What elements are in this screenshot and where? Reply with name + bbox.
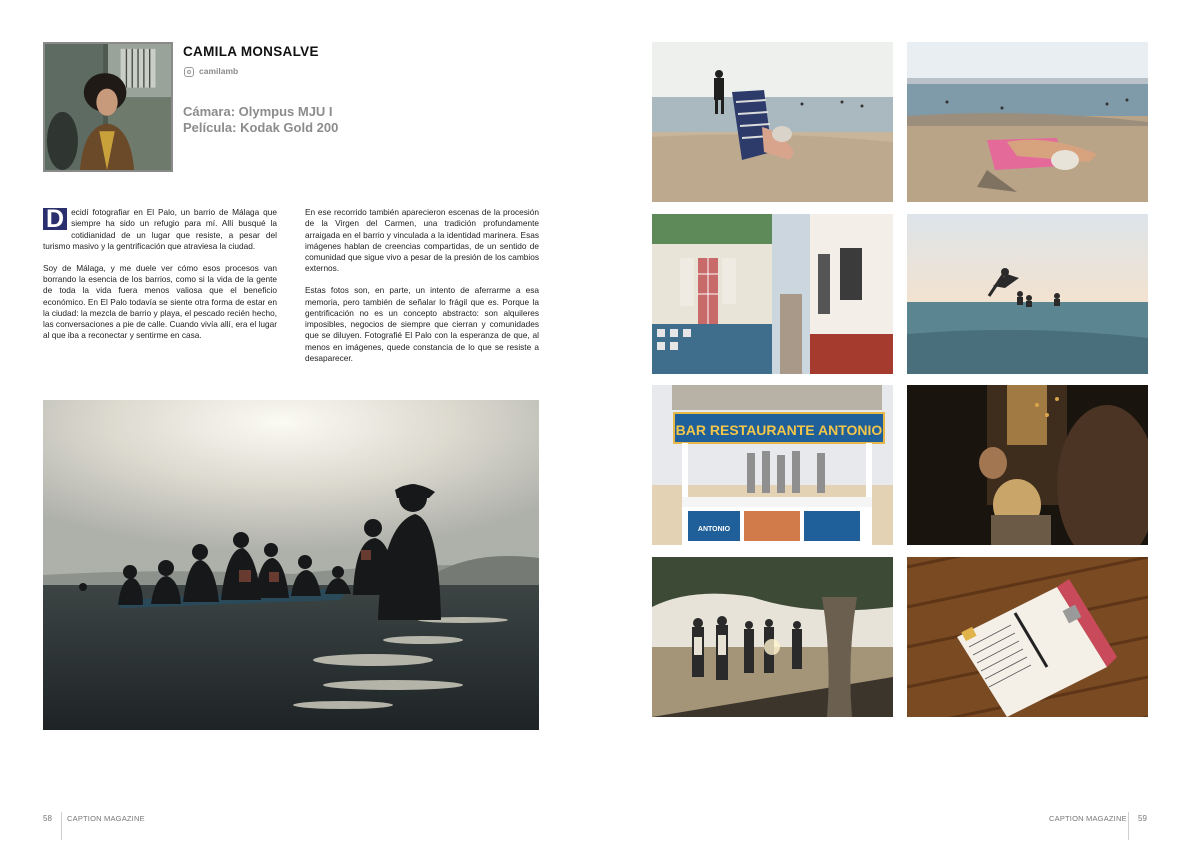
- paragraph-text: ecidí fotografiar en El Palo, un barrio de Málaga que siempre ha sido un refugio para mí. Allí busqué la cotidianidad de un lugar que resiste, a pesar del turismo masivo y la gentrificación que atraviesa la ciudad.: [43, 207, 277, 251]
- camera-line: Cámara: Olympus MJU I: [183, 104, 333, 119]
- film-line: Película: Kodak Gold 200: [183, 120, 339, 135]
- restaurant-sign-text: BAR RESTAURANTE ANTONIO: [675, 422, 883, 438]
- magazine-name-right: CAPTION MAGAZINE: [1049, 814, 1127, 823]
- text-column-2: [305, 207, 539, 375]
- page-number-right: 59: [1138, 814, 1147, 823]
- photo-notebook: [907, 557, 1148, 717]
- footer-divider-left: [61, 812, 62, 840]
- counter-sign-text: ANTONIO: [697, 526, 731, 533]
- paragraph: Soy de Málaga, y me duele ver cómo esos procesos van borrando la esencia de los barrios, como si la vida de la gente de toda la vida fuera menos valiosa que el beneficio económico. En El Palo todavía se siente otra forma de estar en la ciudad: la mezcla de barrio y playa, el pescado recién hecho, las conversaciones a pie de calle. Cuando vivía allí, era el lugar al que iba a reconectar y sentirme en casa.: [43, 262, 277, 341]
- text-column-1: [43, 207, 277, 352]
- instagram-handle[interactable]: camilamb: [199, 66, 239, 76]
- footer-divider-right: [1128, 812, 1129, 840]
- photo-promenade: [652, 557, 893, 717]
- photo-alley-laundry: [652, 214, 893, 374]
- author-name: CAMILA MONSALVE: [183, 44, 319, 59]
- photo-bar-restaurante-antonio: [652, 385, 893, 545]
- instagram-icon: [184, 67, 194, 77]
- photo-sunbather: [907, 42, 1148, 202]
- drop-cap: D: [43, 208, 67, 230]
- photo-bar-interior: [907, 385, 1148, 545]
- photo-diving: [907, 214, 1148, 374]
- paragraph: Estas fotos son, en parte, un intento de aferrarme a esa memoria, pero también de señalar lo frágil que es. Porque la gentrificación no es un concepto abstracto: son alquileres imposibles, negocios de siempre que cierran y comunidades que se diluyen. Fotografié El Palo con la esperanza de que, al menos en imágenes, quede constancia de lo que se resiste a desaparecer.: [305, 285, 539, 364]
- magazine-name-left: CAPTION MAGAZINE: [67, 814, 145, 823]
- paragraph: En ese recorrido también aparecieron escenas de la procesión de la Virgen del Carmen, una tradición profundamente arraigada en el barrio y vinculada a la identidad marinera. Esas imágenes hablan de creencias compartidas, de un sentido de comunidad que sigue vivo a pesar de la presión de los cambios externos.: [305, 207, 539, 274]
- paragraph: [43, 207, 277, 252]
- gear-info: [183, 104, 338, 136]
- photo-children-paddleboard: [43, 400, 539, 730]
- page-number-left: 58: [43, 814, 52, 823]
- photo-beach-chair: [652, 42, 893, 202]
- author-portrait: [43, 42, 173, 172]
